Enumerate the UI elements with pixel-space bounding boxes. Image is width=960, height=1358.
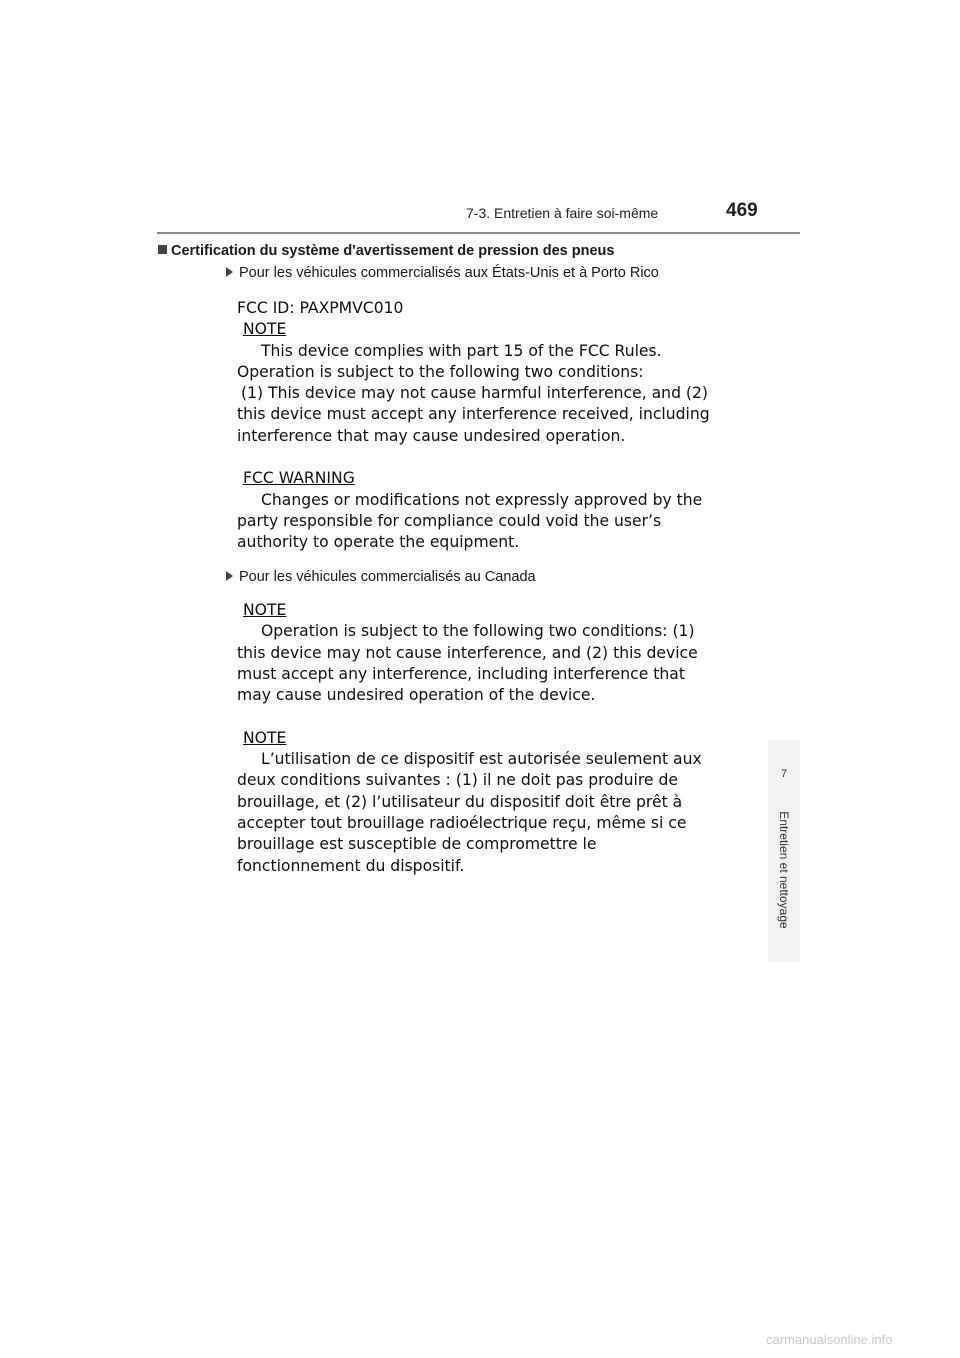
note-line: This device complies with part 15 of the FCC Rules. [261, 341, 662, 360]
note-en-line: Operation is subject to the following two conditions: (1) [261, 622, 695, 641]
note-line: this device must accept any interference received, including [237, 405, 710, 424]
note-line: interference that may cause undesired operation. [237, 426, 626, 445]
chapter-label: Entretien et nettoyage [777, 811, 791, 929]
note-fr-line: brouillage, et (2) l’utilisateur du dispositif doit être prêt à [237, 792, 683, 811]
note-en-label [237, 600, 702, 621]
spacer [237, 447, 710, 468]
fcc-canada-block [237, 600, 702, 877]
note-fr-line: fonctionnement du dispositif. [237, 856, 465, 875]
note-fr-label [237, 728, 702, 749]
section-title-text: Certification du système d'avertissement de pression des pneus [171, 243, 615, 259]
chapter-number: 7 [780, 768, 788, 780]
note-fr-line: brouillage est susceptible de compromettre le [237, 835, 597, 854]
fcc-id: FCC ID: PAXPMVC010 [237, 299, 404, 317]
warning-line: party responsible for compliance could void the user’s [237, 511, 662, 530]
page-number: 469 [726, 200, 758, 221]
note-en-line: this device may not cause interference, and (2) this device [237, 643, 698, 662]
bullet-canada-text: Pour les véhicules commercialisés au Canada [239, 569, 536, 585]
triangle-bullet-icon [226, 267, 233, 277]
note-line: (1) This device may not cause harmful interference, and (2) [241, 384, 709, 403]
bullet-us-text: Pour les véhicules commercialisés aux États-Unis et à Porto Rico [239, 265, 659, 281]
note-fr-label-text: NOTE [243, 728, 287, 747]
bullet-us [226, 265, 659, 281]
note-fr-line: accepter tout brouillage radioélectrique reçu, même si ce [237, 813, 687, 832]
warning-label [237, 468, 710, 489]
note-en-label-text: NOTE [243, 601, 287, 619]
triangle-bullet-icon [226, 571, 233, 581]
note-line: Operation is subject to the following two conditions: [237, 362, 644, 381]
note-label [237, 319, 710, 340]
note-en-line: may cause undesired operation of the device. [237, 686, 596, 705]
bullet-canada [226, 569, 536, 585]
header-rule [157, 232, 800, 234]
running-header-section: 7-3. Entretien à faire soi-même [466, 205, 659, 221]
warning-line: Changes or modifications not expressly approved by the [261, 490, 703, 509]
note-fr-line: deux conditions suivantes : (1) il ne doit pas produire de [237, 771, 678, 790]
note-fr-line: L’utilisation de ce dispositif est autorisée seulement aux [261, 750, 702, 769]
watermark: carmanualsonline.info [766, 1332, 893, 1347]
warning-line: authority to operate the equipment. [237, 533, 520, 552]
note-en-line: must accept any interference, including interference that [237, 664, 685, 683]
square-bullet-icon [158, 245, 167, 254]
fcc-us-block [237, 298, 710, 554]
section-title [158, 243, 614, 259]
spacer [237, 706, 702, 727]
warning-label-text: FCC WARNING [243, 469, 355, 488]
note-label-text: NOTE [243, 320, 287, 339]
